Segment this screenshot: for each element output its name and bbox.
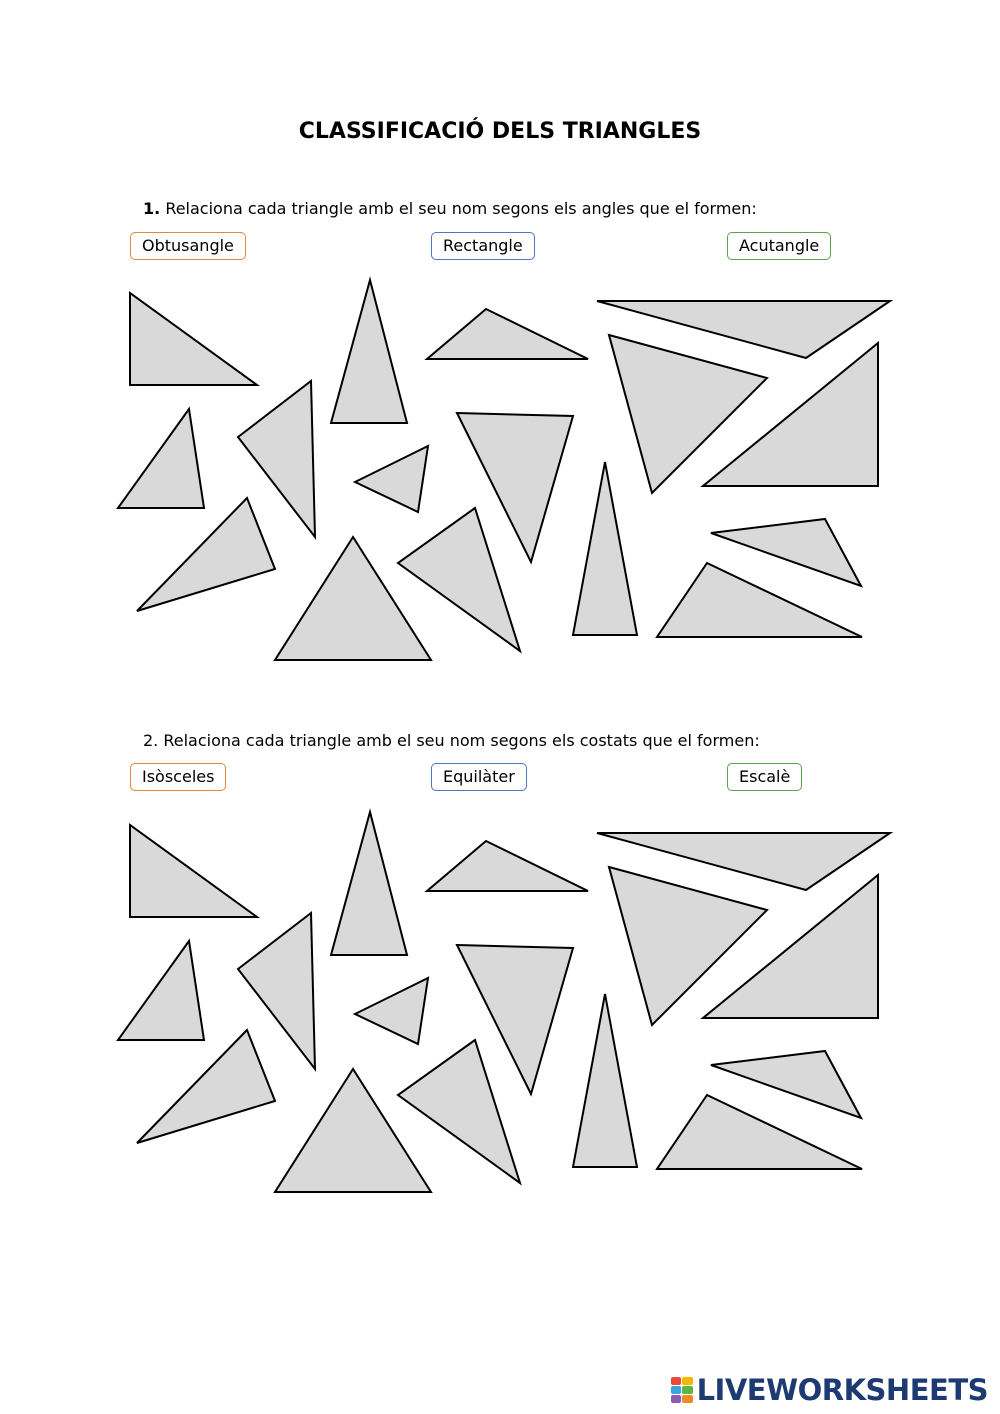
- instruction-2: [143, 731, 760, 750]
- triangle-11[interactable]: [137, 498, 275, 611]
- triangle-1[interactable]: [130, 293, 257, 385]
- triangle-3[interactable]: [427, 309, 588, 359]
- instruction-2-number: 2.: [143, 731, 159, 750]
- page-title: CLASSIFICACIÓ DELS TRIANGLES: [298, 119, 702, 144]
- instruction-1: [143, 199, 757, 218]
- instruction-2-text: Relaciona cada triangle amb el seu nom segons els costats que el formen:: [163, 731, 760, 750]
- triangle-13[interactable]: [398, 508, 520, 651]
- triangle-3[interactable]: [427, 841, 588, 891]
- triangle-5[interactable]: [118, 941, 204, 1040]
- triangle-11[interactable]: [137, 1030, 275, 1143]
- label-rectangle[interactable]: Rectangle: [431, 232, 535, 260]
- label-acutangle[interactable]: Acutangle: [727, 232, 831, 260]
- liveworksheets-logo-icon: [671, 1377, 693, 1403]
- label-obtusangle[interactable]: Obtusangle: [130, 232, 246, 260]
- brand-logo: [671, 1374, 988, 1406]
- label-isosceles[interactable]: Isòsceles: [130, 763, 226, 791]
- triangle-2[interactable]: [331, 812, 407, 955]
- triangle-5[interactable]: [118, 409, 204, 508]
- triangles-set-2: [0, 792, 1000, 1212]
- label-escale[interactable]: Escalè: [727, 763, 802, 791]
- triangle-14[interactable]: [573, 462, 637, 635]
- instruction-1-text: Relaciona cada triangle amb el seu nom segons els angles que el formen:: [165, 199, 757, 218]
- triangle-1[interactable]: [130, 825, 257, 917]
- label-equilater[interactable]: Equilàter: [431, 763, 527, 791]
- instruction-1-number: 1.: [143, 199, 161, 218]
- triangle-2[interactable]: [331, 280, 407, 423]
- triangle-13[interactable]: [398, 1040, 520, 1183]
- triangle-7[interactable]: [355, 446, 428, 512]
- triangle-7[interactable]: [355, 978, 428, 1044]
- brand-text: LIVEWORKSHEETS: [696, 1373, 988, 1407]
- triangles-set-1: [0, 260, 1000, 680]
- triangle-14[interactable]: [573, 994, 637, 1167]
